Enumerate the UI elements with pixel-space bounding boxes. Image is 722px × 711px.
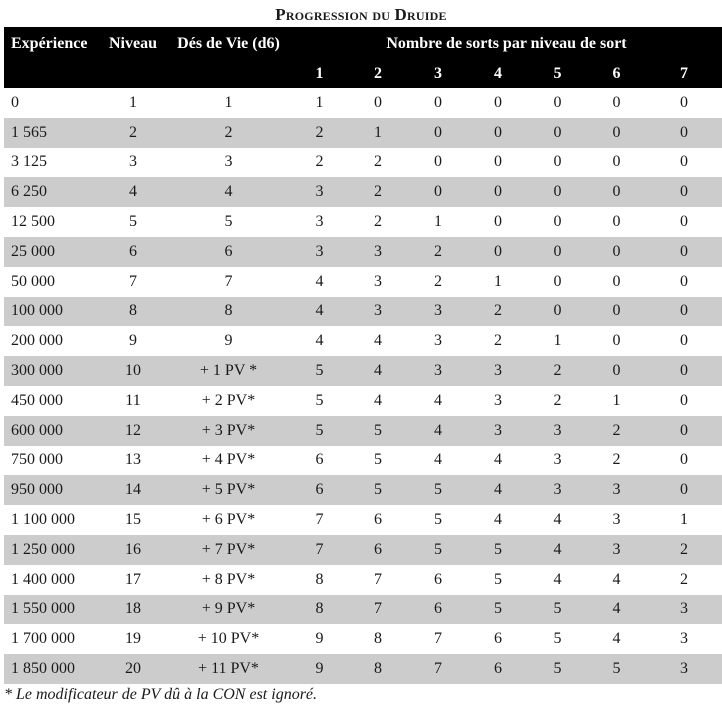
cell-sort-1: 3 [291,207,348,237]
table-row [4,237,722,267]
cell-sort-2: 7 [348,595,408,625]
cell-sort-1: 8 [291,565,348,595]
cell-niveau: 18 [100,595,166,625]
cell-sort-7: 1 [646,505,722,535]
cell-experience: 200 000 [4,326,100,356]
cell-des-de-vie: + 3 PV* [166,416,291,446]
cell-sort-1: 4 [291,267,348,297]
cell-niveau: 19 [100,624,166,654]
cell-sort-3: 4 [408,446,468,476]
cell-sort-4: 4 [468,505,528,535]
cell-sort-1: 5 [291,386,348,416]
header-niveau: Niveau [100,27,166,88]
cell-sort-4: 6 [468,654,528,684]
cell-niveau: 12 [100,416,166,446]
table-row [4,148,722,178]
cell-sort-6: 0 [587,148,646,178]
cell-sort-3: 0 [408,88,468,118]
cell-sort-7: 0 [646,237,722,267]
header-level-2: 2 [348,60,408,88]
cell-sort-7: 3 [646,654,722,684]
cell-sort-4: 3 [468,416,528,446]
cell-sort-2: 8 [348,654,408,684]
cell-sort-4: 0 [468,148,528,178]
cell-sort-5: 0 [528,297,587,327]
cell-sort-6: 3 [587,475,646,505]
cell-sort-2: 2 [348,177,408,207]
cell-niveau: 3 [100,148,166,178]
cell-des-de-vie: 3 [166,148,291,178]
cell-des-de-vie: + 5 PV* [166,475,291,505]
cell-sort-3: 0 [408,118,468,148]
cell-des-de-vie: 6 [166,237,291,267]
cell-sort-6: 1 [587,386,646,416]
table-row [4,446,722,476]
header-des-de-vie: Dés de Vie (d6) [166,27,291,88]
cell-des-de-vie: 5 [166,207,291,237]
cell-sort-4: 3 [468,356,528,386]
header-row-main [4,27,722,60]
cell-sort-1: 2 [291,118,348,148]
cell-des-de-vie: + 9 PV* [166,595,291,625]
cell-sort-5: 3 [528,416,587,446]
cell-sort-3: 4 [408,416,468,446]
cell-sort-1: 5 [291,416,348,446]
header-level-7: 7 [646,60,722,88]
cell-experience: 1 700 000 [4,624,100,654]
header-level-4: 4 [468,60,528,88]
cell-niveau: 10 [100,356,166,386]
cell-niveau: 9 [100,326,166,356]
cell-sort-3: 6 [408,565,468,595]
cell-niveau: 20 [100,654,166,684]
cell-sort-6: 4 [587,565,646,595]
cell-experience: 1 100 000 [4,505,100,535]
header-experience: Expérience [4,27,100,88]
cell-sort-7: 3 [646,624,722,654]
cell-sort-5: 0 [528,237,587,267]
cell-sort-4: 6 [468,624,528,654]
cell-sort-2: 0 [348,88,408,118]
cell-experience: 25 000 [4,237,100,267]
cell-experience: 950 000 [4,475,100,505]
cell-sort-7: 0 [646,386,722,416]
cell-des-de-vie: + 10 PV* [166,624,291,654]
header-level-5: 5 [528,60,587,88]
cell-des-de-vie: 7 [166,267,291,297]
cell-des-de-vie: + 4 PV* [166,446,291,476]
cell-sort-7: 2 [646,535,722,565]
cell-sort-3: 5 [408,505,468,535]
cell-sort-2: 5 [348,416,408,446]
cell-sort-2: 8 [348,624,408,654]
cell-experience: 3 125 [4,148,100,178]
cell-sort-6: 0 [587,177,646,207]
cell-sort-3: 1 [408,207,468,237]
table-row [4,475,722,505]
cell-sort-1: 6 [291,446,348,476]
cell-niveau: 11 [100,386,166,416]
cell-niveau: 2 [100,118,166,148]
cell-sort-1: 3 [291,237,348,267]
cell-des-de-vie: 1 [166,88,291,118]
cell-sort-5: 4 [528,505,587,535]
cell-sort-4: 5 [468,595,528,625]
cell-sort-2: 4 [348,386,408,416]
cell-niveau: 8 [100,297,166,327]
cell-sort-6: 0 [587,267,646,297]
cell-experience: 300 000 [4,356,100,386]
cell-niveau: 1 [100,88,166,118]
cell-experience: 1 550 000 [4,595,100,625]
cell-sort-2: 3 [348,237,408,267]
cell-sort-1: 7 [291,535,348,565]
cell-sort-6: 4 [587,595,646,625]
cell-sort-5: 4 [528,565,587,595]
cell-experience: 12 500 [4,207,100,237]
cell-sort-2: 1 [348,118,408,148]
cell-experience: 1 565 [4,118,100,148]
cell-sort-6: 0 [587,118,646,148]
cell-niveau: 14 [100,475,166,505]
cell-niveau: 15 [100,505,166,535]
cell-sort-2: 3 [348,297,408,327]
cell-sort-7: 0 [646,297,722,327]
cell-sort-1: 7 [291,505,348,535]
cell-sort-4: 4 [468,446,528,476]
header-level-1: 1 [291,60,348,88]
cell-sort-2: 2 [348,148,408,178]
table-row [4,535,722,565]
cell-sort-5: 0 [528,267,587,297]
table-row [4,118,722,148]
cell-sort-7: 0 [646,416,722,446]
cell-des-de-vie: 9 [166,326,291,356]
cell-des-de-vie: 8 [166,297,291,327]
cell-sort-3: 4 [408,386,468,416]
cell-sort-5: 3 [528,475,587,505]
cell-sort-7: 0 [646,118,722,148]
cell-sort-5: 3 [528,446,587,476]
cell-sort-6: 5 [587,654,646,684]
cell-sort-2: 6 [348,535,408,565]
cell-sort-1: 8 [291,595,348,625]
table-row [4,88,722,118]
cell-sort-4: 5 [468,565,528,595]
cell-sort-3: 5 [408,535,468,565]
table-row [4,654,722,684]
cell-sort-3: 3 [408,326,468,356]
cell-sort-5: 0 [528,177,587,207]
table-row [4,386,722,416]
cell-sort-3: 2 [408,267,468,297]
cell-sort-7: 2 [646,565,722,595]
cell-sort-5: 1 [528,326,587,356]
cell-sort-3: 6 [408,595,468,625]
cell-sort-3: 5 [408,475,468,505]
cell-sort-2: 4 [348,356,408,386]
cell-sort-6: 0 [587,207,646,237]
header-level-3: 3 [408,60,468,88]
cell-des-de-vie: + 2 PV* [166,386,291,416]
cell-niveau: 4 [100,177,166,207]
cell-experience: 0 [4,88,100,118]
table-row [4,595,722,625]
druid-progression-table [4,27,722,684]
cell-sort-4: 0 [468,88,528,118]
cell-sort-6: 2 [587,446,646,476]
cell-sort-5: 0 [528,207,587,237]
cell-sort-1: 5 [291,356,348,386]
table-row [4,297,722,327]
table-row [4,416,722,446]
cell-sort-4: 2 [468,297,528,327]
cell-sort-1: 4 [291,326,348,356]
cell-experience: 600 000 [4,416,100,446]
cell-sort-7: 0 [646,446,722,476]
cell-niveau: 7 [100,267,166,297]
cell-sort-1: 4 [291,297,348,327]
cell-experience: 50 000 [4,267,100,297]
cell-sort-6: 0 [587,356,646,386]
cell-sort-5: 4 [528,535,587,565]
cell-sort-1: 6 [291,475,348,505]
cell-sort-3: 3 [408,297,468,327]
cell-sort-4: 0 [468,177,528,207]
cell-experience: 750 000 [4,446,100,476]
cell-sort-1: 1 [291,88,348,118]
cell-des-de-vie: 4 [166,177,291,207]
cell-sort-3: 2 [408,237,468,267]
cell-sort-1: 9 [291,654,348,684]
cell-sort-4: 4 [468,475,528,505]
cell-sort-6: 0 [587,297,646,327]
cell-experience: 6 250 [4,177,100,207]
cell-sort-5: 5 [528,624,587,654]
cell-sort-7: 0 [646,267,722,297]
cell-sort-3: 0 [408,148,468,178]
cell-sort-4: 0 [468,118,528,148]
cell-sort-1: 2 [291,148,348,178]
cell-experience: 450 000 [4,386,100,416]
cell-experience: 1 850 000 [4,654,100,684]
header-sorts: Nombre de sorts par niveau de sort [291,27,722,60]
cell-sort-6: 2 [587,416,646,446]
cell-des-de-vie: + 6 PV* [166,505,291,535]
cell-niveau: 13 [100,446,166,476]
cell-sort-2: 2 [348,207,408,237]
cell-sort-5: 0 [528,88,587,118]
table-row [4,326,722,356]
cell-sort-3: 7 [408,624,468,654]
cell-sort-7: 0 [646,177,722,207]
cell-des-de-vie: + 1 PV * [166,356,291,386]
cell-sort-2: 3 [348,267,408,297]
cell-sort-5: 0 [528,148,587,178]
cell-experience: 1 400 000 [4,565,100,595]
cell-des-de-vie: + 8 PV* [166,565,291,595]
cell-niveau: 6 [100,237,166,267]
cell-sort-4: 2 [468,326,528,356]
cell-sort-4: 5 [468,535,528,565]
table-row [4,505,722,535]
cell-sort-5: 0 [528,118,587,148]
cell-sort-4: 0 [468,207,528,237]
cell-sort-2: 5 [348,475,408,505]
cell-sort-2: 6 [348,505,408,535]
cell-sort-4: 3 [468,386,528,416]
cell-niveau: 17 [100,565,166,595]
cell-sort-2: 7 [348,565,408,595]
cell-sort-3: 0 [408,177,468,207]
cell-sort-7: 0 [646,356,722,386]
cell-niveau: 16 [100,535,166,565]
footnote: * Le modificateur de PV dû à la CON est ignoré. [4,686,318,703]
cell-des-de-vie: + 11 PV* [166,654,291,684]
cell-sort-1: 9 [291,624,348,654]
cell-sort-6: 4 [587,624,646,654]
cell-niveau: 5 [100,207,166,237]
cell-sort-3: 7 [408,654,468,684]
cell-sort-2: 4 [348,326,408,356]
cell-des-de-vie: 2 [166,118,291,148]
cell-sort-6: 3 [587,535,646,565]
table-row [4,177,722,207]
table-row [4,624,722,654]
cell-sort-5: 2 [528,386,587,416]
cell-sort-3: 3 [408,356,468,386]
cell-sort-7: 3 [646,595,722,625]
cell-sort-7: 0 [646,207,722,237]
header-level-6: 6 [587,60,646,88]
cell-experience: 100 000 [4,297,100,327]
cell-sort-5: 5 [528,595,587,625]
cell-sort-5: 2 [528,356,587,386]
cell-sort-6: 0 [587,237,646,267]
table-row [4,356,722,386]
table-title: Progression du Druide [275,5,447,24]
cell-experience: 1 250 000 [4,535,100,565]
cell-sort-4: 0 [468,237,528,267]
cell-sort-7: 0 [646,148,722,178]
cell-des-de-vie: + 7 PV* [166,535,291,565]
table-row [4,207,722,237]
cell-sort-4: 1 [468,267,528,297]
cell-sort-7: 0 [646,475,722,505]
table-row [4,565,722,595]
cell-sort-5: 5 [528,654,587,684]
cell-sort-7: 0 [646,88,722,118]
cell-sort-6: 0 [587,326,646,356]
cell-sort-6: 0 [587,88,646,118]
table-row [4,267,722,297]
cell-sort-7: 0 [646,326,722,356]
cell-sort-2: 5 [348,446,408,476]
cell-sort-6: 3 [587,505,646,535]
cell-sort-1: 3 [291,177,348,207]
